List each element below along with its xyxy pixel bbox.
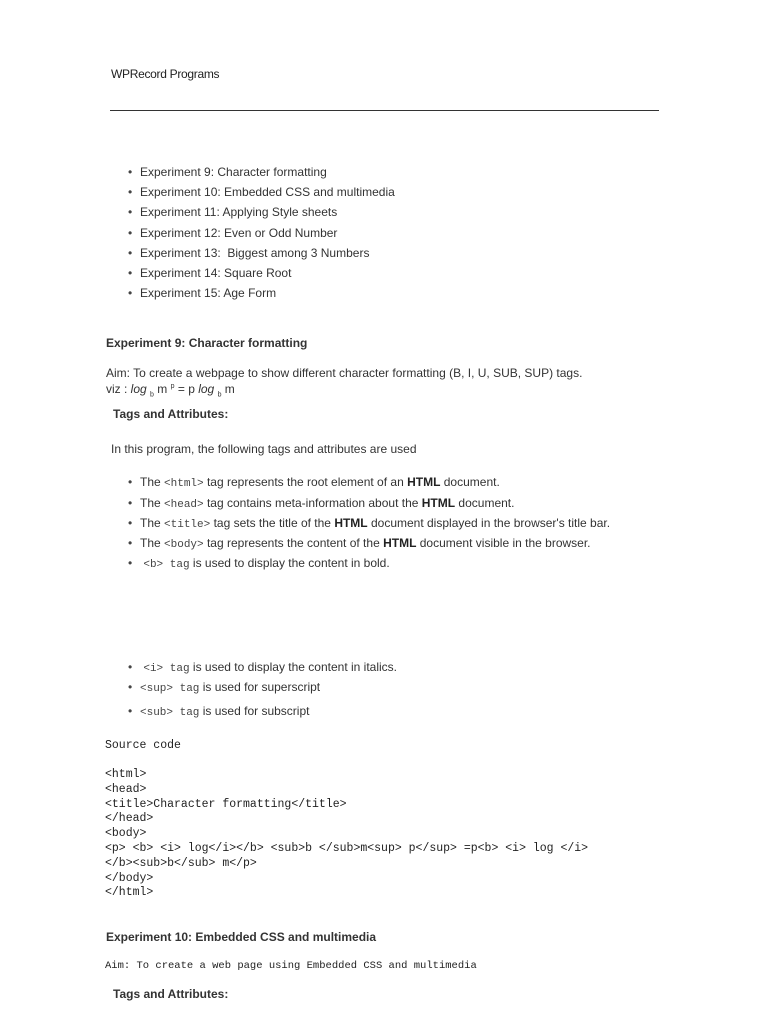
experiment-10-aim: Aim: To create a web page using Embedded CSS and multimedia xyxy=(105,960,477,972)
code-line: <p> <b> <i> log</i></b> <sub>b </sub>m<sup> p</sup> =p<b> <i> log </i> xyxy=(105,841,589,855)
bullet-icon: • xyxy=(128,704,133,718)
bullet-icon: • xyxy=(128,516,133,530)
page-header-title: WPRecord Programs xyxy=(111,67,220,81)
tags-list xyxy=(128,475,610,576)
list-item: • <sup> tag is used for superscript xyxy=(128,680,321,695)
experiment-9-heading: Experiment 9: Character formatting xyxy=(106,336,308,350)
list-item: • The <html> tag represents the root element of an HTML document. xyxy=(128,475,500,490)
code-line: </html> xyxy=(105,886,154,900)
list-item: • Experiment 13: Biggest among 3 Numbers xyxy=(128,245,370,260)
bullet-icon: • xyxy=(128,660,133,674)
list-item: • Experiment 10: Embedded CSS and multimedia xyxy=(128,185,395,200)
bullet-icon: • xyxy=(128,555,133,570)
bullet-icon: • xyxy=(128,225,133,240)
list-item: • Experiment 12: Even or Odd Number xyxy=(128,225,338,240)
bullet-icon: • xyxy=(128,495,133,510)
tags-list-continued xyxy=(128,660,397,724)
bullet-icon: • xyxy=(128,475,133,489)
bullet-icon: • xyxy=(128,265,133,280)
source-code-block xyxy=(105,768,588,901)
viz-formula: viz : log $_b$ m $^p$ = p log $_b$ m xyxy=(106,382,235,399)
list-item: • The <head> tag contains meta-information about the HTML document. xyxy=(128,495,515,511)
bullet-icon: • xyxy=(128,165,133,179)
list-item: • The <title> tag sets the title of the HTML document displayed in the browser's title bar. xyxy=(128,516,611,531)
code-line: <body> xyxy=(105,827,147,841)
list-item: • <b> tag is used to display the content in bold. xyxy=(128,555,390,571)
tags-attributes-heading-10: Tags and Attributes: xyxy=(113,987,229,1001)
bullet-icon: • xyxy=(128,245,133,260)
experiment-list xyxy=(128,165,395,306)
code-line: <head> xyxy=(105,782,147,796)
tags-attributes-heading: Tags and Attributes: xyxy=(113,407,229,421)
bullet-icon: • xyxy=(128,535,133,550)
code-line: <html> xyxy=(105,768,147,781)
bullet-icon: • xyxy=(128,185,133,200)
experiment-9-aim xyxy=(106,366,582,402)
bullet-icon: • xyxy=(128,205,133,220)
bullet-icon: • xyxy=(128,286,133,301)
list-item: • Experiment 14: Square Root xyxy=(128,265,292,280)
code-line: </body> xyxy=(105,871,154,885)
code-line: </head> xyxy=(105,812,154,826)
source-code-label: Source code xyxy=(105,739,181,752)
list-item: • <sub> tag is used for subscript xyxy=(128,704,310,719)
aim-text: Aim: To create a webpage to show different character formatting (B, I, U, SUB, SUP) tags. xyxy=(106,366,583,380)
list-item: • Experiment 9: Character formatting xyxy=(128,165,327,179)
list-item: • The <body> tag represents the content of the HTML document visible in the browser. xyxy=(128,535,591,551)
experiment-10-heading: Experiment 10: Embedded CSS and multimedia xyxy=(106,930,377,944)
code-line: </b><sub>b</sub> m</p> xyxy=(105,856,257,870)
list-item: • Experiment 11: Applying Style sheets xyxy=(128,205,338,220)
tags-intro-text: In this program, the following tags and attributes are used xyxy=(111,442,417,456)
list-item: • <i> tag is used to display the content in italics. xyxy=(128,660,398,675)
header-divider xyxy=(110,110,659,111)
list-item: • Experiment 15: Age Form xyxy=(128,286,277,301)
bullet-icon: • xyxy=(128,680,133,694)
code-line: <title>Character formatting</title> xyxy=(105,797,347,811)
